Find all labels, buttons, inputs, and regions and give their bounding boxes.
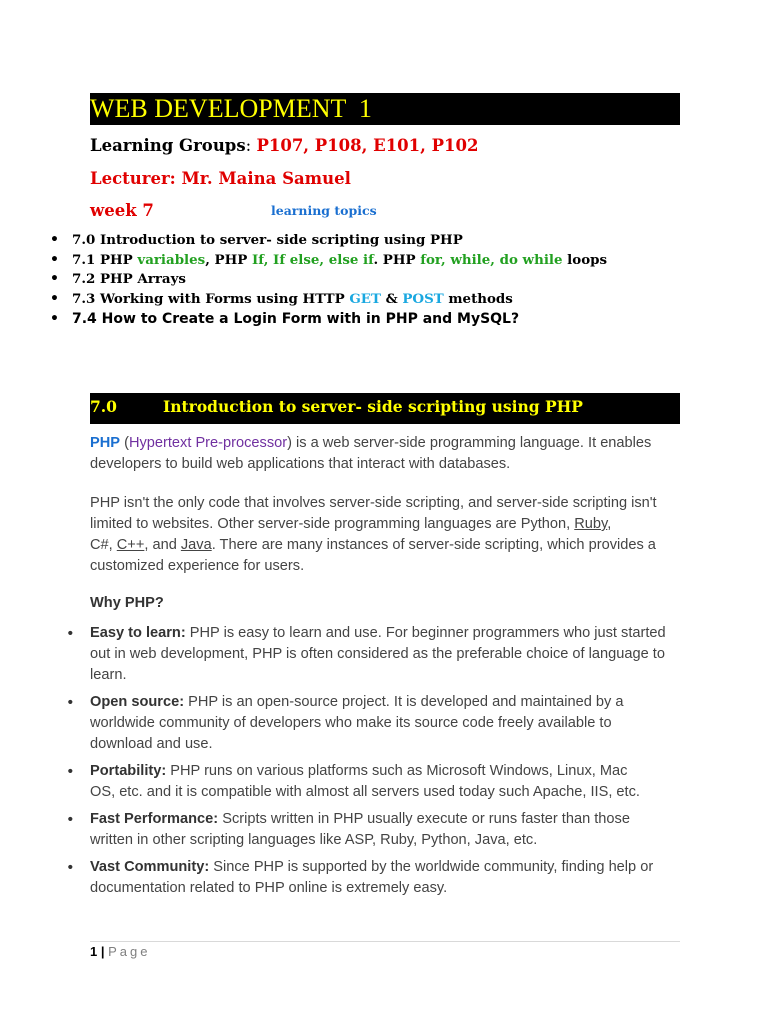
topic-item: • 7.4 How to Create a Login Form with in PHP and MySQL? bbox=[50, 310, 607, 330]
php-term: PHP bbox=[90, 435, 121, 451]
document-title: WEB DEVELOPMENT 1 bbox=[90, 94, 372, 123]
learning-groups-line bbox=[90, 136, 479, 155]
list-item: • Vast Community: Since PHP is supported by the worldwide community, finding help or documentation related to PHP online is extremely easy. bbox=[66, 857, 685, 899]
ruby-link[interactable]: Ruby bbox=[574, 516, 608, 532]
lecturer-line: Lecturer: Mr. Maina Samuel bbox=[90, 169, 351, 188]
page-label: Page bbox=[108, 944, 151, 959]
topic-item: • 7.2 PHP Arrays bbox=[50, 270, 607, 290]
why-php-heading: Why PHP? bbox=[90, 595, 164, 611]
page-number: 1 bbox=[90, 944, 98, 959]
learning-groups-separator: : bbox=[245, 136, 257, 155]
list-item: • Fast Performance: Scripts written in PHP usually execute or runs faster than those written in other scripting languages like ASP, Ruby, Python, Java, etc. bbox=[66, 809, 650, 851]
reasons-list bbox=[66, 623, 686, 899]
section-heading-bar bbox=[90, 393, 680, 424]
list-item: • Open source: PHP is an open-source project. It is developed and maintained by a worldwide community of developers who make its source code freely available to download and use. bbox=[66, 692, 650, 755]
topic-item: • 7.1 PHP variables, PHP If, If else, else if. PHP for, while, do while loops bbox=[50, 251, 607, 271]
cpp-link[interactable]: C++ bbox=[116, 537, 145, 553]
learning-topics-label: learning topics bbox=[271, 203, 377, 218]
intro-paragraph: PHP (Hypertext Pre-processor) is a web server-side programming language. It enables developers to build web applications that interact with databases. bbox=[90, 435, 652, 472]
learning-groups-label: Learning Groups bbox=[90, 136, 246, 155]
scripting-paragraph: PHP isn't the only code that involves server-side scripting, and server-side scripting isn't limited to websites. Other server-side programming languages are Python, Ruby, C#, C++, and Java. There are many instances of server-side scripting, which provides a customized experience for users. bbox=[90, 495, 657, 574]
java-link[interactable]: Java bbox=[180, 537, 212, 553]
section-title: Introduction to server- side scripting using PHP bbox=[163, 397, 583, 416]
learning-groups-value: P107, P108, E101, P102 bbox=[256, 136, 479, 155]
document-title-bar bbox=[90, 93, 680, 125]
topic-item: • 7.3 Working with Forms using HTTP GET & POST methods bbox=[50, 290, 607, 310]
page-footer: 1 | Page bbox=[90, 944, 151, 959]
list-item: • Portability: PHP runs on various platforms such as Microsoft Windows, Linux, Mac OS, etc. and it is compatible with almost all servers used today such Apache, IIS, etc. bbox=[66, 761, 650, 803]
section-number: 7.0 bbox=[90, 397, 117, 416]
topics-list bbox=[50, 231, 607, 330]
week-label: week 7 bbox=[90, 201, 154, 220]
footer-divider bbox=[90, 941, 680, 942]
topic-item: • 7.0 Introduction to server- side scripting using PHP bbox=[50, 231, 607, 251]
list-item: • Easy to learn: PHP is easy to learn and use. For beginner programmers who just started out in web development, PHP is often considered as the preferable choice of language to learn. bbox=[66, 623, 675, 686]
php-expansion: Hypertext Pre-processor bbox=[128, 435, 288, 451]
